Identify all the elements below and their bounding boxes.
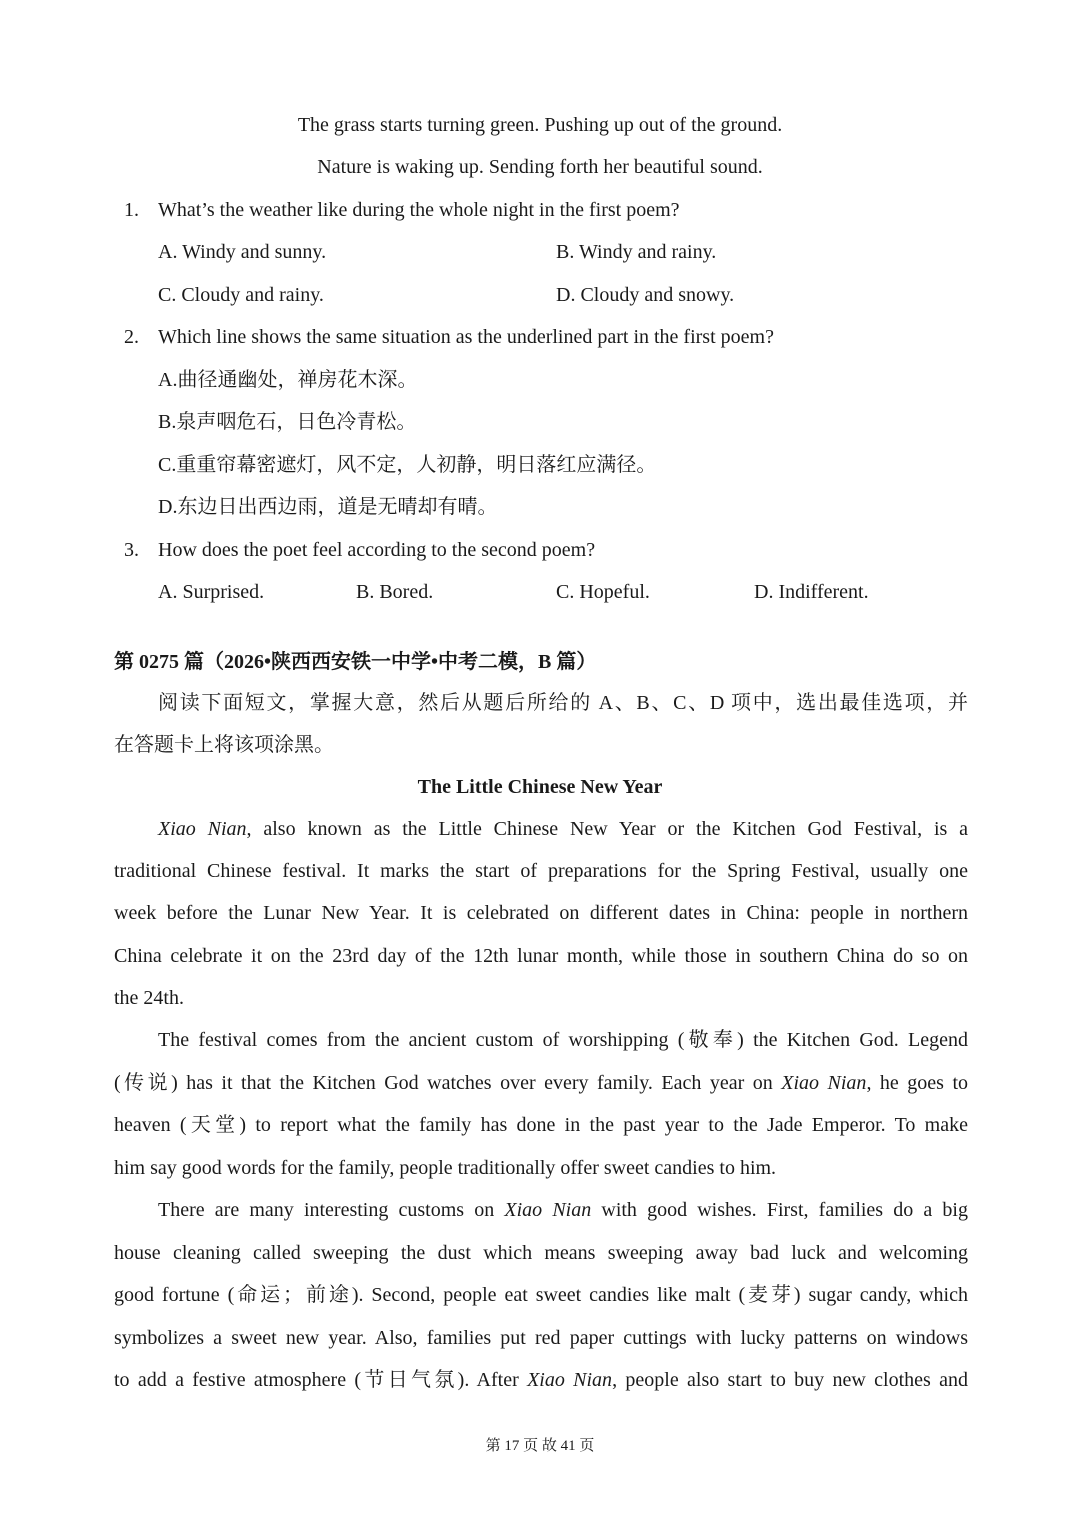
paragraph-2-line-2: (传说) has it that the Kitchen God watches over every family. Each year on Xiao Nian, he goes to xyxy=(114,1072,969,1094)
instruction-line-2: 在答题卡上将该项涂黑。 xyxy=(114,734,334,756)
paragraph-2-line-1: The festival comes from the ancient custom of worshipping (敬奉) the Kitchen God. Legend xyxy=(158,1029,968,1051)
question-3-text: How does the poet feel according to the second poem? xyxy=(158,539,596,561)
paragraph-3-line-1: There are many interesting customs on Xiao Nian with good wishes. First, families do a big xyxy=(158,1199,968,1221)
question-1-option-b: B. Windy and rainy. xyxy=(556,241,717,263)
xiao-nian-term: Xiao Nian xyxy=(158,818,247,840)
question-2-number: 2. xyxy=(124,326,139,348)
paragraph-1-line-1: Xiao Nian, also known as the Little Chinese New Year or the Kitchen God Festival, is a xyxy=(158,818,969,840)
question-3-option-c: C. Hopeful. xyxy=(556,581,650,603)
question-3-option-b: B. Bored. xyxy=(356,581,434,603)
question-2-option-c: C.重重帘幕密遮灯，风不定，人初静，明日落红应满径。 xyxy=(158,454,657,476)
xiao-nian-term: Xiao Nian xyxy=(504,1199,592,1221)
xiao-nian-term: Xiao Nian xyxy=(781,1072,867,1094)
question-3-number: 3. xyxy=(124,539,139,561)
question-2-option-d: D.东边日出西边雨，道是无晴却有晴。 xyxy=(158,496,498,518)
question-1-option-a: A. Windy and sunny. xyxy=(158,241,327,263)
question-2-text: Which line shows the same situation as the underlined part in the first poem? xyxy=(158,326,774,348)
question-1-number: 1. xyxy=(124,199,139,221)
article-title: The Little Chinese New Year xyxy=(417,776,663,798)
paragraph-2-line-3: heaven (天堂) to report what the family has done in the past year to the Jade Emperor. To make xyxy=(114,1114,968,1136)
question-3-option-a: A. Surprised. xyxy=(158,581,265,603)
question-1-option-c: C. Cloudy and rainy. xyxy=(158,284,324,306)
question-1-text: What’s the weather like during the whole night in the first poem? xyxy=(158,199,680,221)
paragraph-3-line-4: symbolizes a sweet new year. Also, families put red paper cuttings with lucky patterns on windows xyxy=(114,1327,968,1349)
paragraph-1-line-3: week before the Lunar New Year. It is celebrated on different dates in China: people in northern xyxy=(114,902,968,924)
paragraph-1-line-2: traditional Chinese festival. It marks the start of preparations for the Spring Festival, usually one xyxy=(114,860,968,882)
section-heading: 第 0275 篇（2026•陕西西安铁一中学•中考二模，B 篇） xyxy=(114,651,597,673)
question-3-option-d: D. Indifferent. xyxy=(754,581,869,603)
paragraph-1-line-5: the 24th. xyxy=(114,987,184,1009)
poem-line-1: The grass starts turning green. Pushing up out of the ground. xyxy=(297,114,783,136)
poem-line-2: Nature is waking up. Sending forth her beautiful sound. xyxy=(317,156,763,178)
xiao-nian-term: Xiao Nian xyxy=(527,1369,613,1391)
question-1-option-d: D. Cloudy and snowy. xyxy=(556,284,735,306)
paragraph-2-line-4: him say good words for the family, people traditionally offer sweet candies to him. xyxy=(114,1157,777,1179)
question-2-option-b: B.泉声咽危石，日色冷青松。 xyxy=(158,411,417,433)
paragraph-3-line-2: house cleaning called sweeping the dust which means sweeping away bad luck and welcoming xyxy=(114,1242,968,1264)
paragraph-1-line-4: China celebrate it on the 23rd day of the 12th lunar month, while those in southern China do so on xyxy=(114,945,968,967)
paragraph-3-line-5: to add a festive atmosphere (节日气氛). After Xiao Nian, people also start to buy new clothes and xyxy=(114,1369,968,1391)
question-2-option-a: A.曲径通幽处，禅房花木深。 xyxy=(158,369,418,391)
instruction-line-1: 阅读下面短文，掌握大意，然后从题后所给的 A、B、C、D 项中，选出最佳选项，并 xyxy=(158,692,968,714)
paragraph-3-line-3: good fortune (命运；前途). Second, people eat sweet candies like malt (麦芽) sugar candy, which xyxy=(114,1284,968,1306)
page-footer: 第 17 页 故 41 页 xyxy=(485,1438,595,1454)
